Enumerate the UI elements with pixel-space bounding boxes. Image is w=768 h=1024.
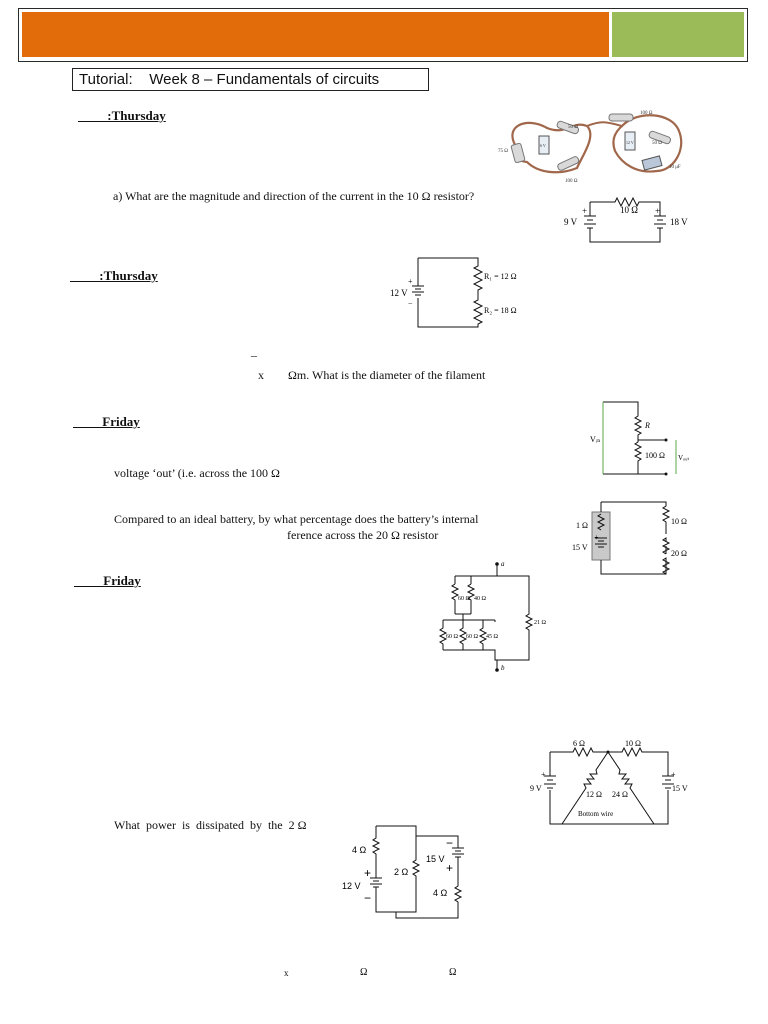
circuit-5-terminal-b: b	[501, 664, 505, 672]
circuit-5-r60-label: 60 Ω	[458, 596, 470, 602]
circuit-5-r60b-label: 60 Ω	[446, 634, 458, 640]
question-voltage-out: voltage ‘out’ (i.e. across the 100 Ω	[114, 466, 280, 480]
circuit-4-voltage-label: 15 V	[572, 543, 588, 552]
circuit-7-v12-label: 12 V	[342, 881, 361, 891]
circuit-4-r10-label: 10 Ω	[671, 517, 687, 526]
photo-label-12v: 12 V	[626, 140, 634, 145]
circuit-4-internal-r-label: 1 Ω	[576, 521, 588, 530]
circuit-3-vin-label: Vᵢₙ	[590, 435, 601, 444]
circuit-3-r100-label: 100 Ω	[645, 451, 665, 460]
circuit-5-figure	[437, 558, 557, 674]
circuit-photo-figure	[497, 106, 689, 186]
circuit-7-plus-right: +	[446, 861, 454, 875]
footer-ohm-1: Ω	[360, 967, 368, 978]
circuit-7-r2-label: 2 Ω	[394, 867, 409, 877]
question-power-2-ohm: What power is dissipated by the 2 Ω	[114, 818, 307, 832]
header-orange-bar	[22, 12, 609, 57]
section-heading-friday-2: Friday	[74, 573, 141, 588]
circuit-6-r10-label: 10 Ω	[625, 739, 641, 748]
circuit-6-v15-label: 15 V	[672, 784, 688, 793]
circuit-7-minus-right: −	[446, 836, 454, 850]
circuit-6-r6-label: 6 Ω	[573, 739, 585, 748]
circuit-6-plus-left: +	[541, 770, 546, 779]
circuit-6-plus-right: +	[671, 770, 676, 779]
circuit-2-voltage-label: 12 V	[390, 288, 408, 298]
photo-label-50b: 50 Ω	[652, 141, 662, 146]
circuit-5-r40-label: 40 Ω	[474, 596, 486, 602]
circuit-5-r60c-label: 60 Ω	[466, 634, 478, 640]
circuit-5-terminal-a: a	[501, 560, 505, 568]
circuit-2-figure	[388, 254, 538, 332]
circuit-3-vout-label: Vₒᵤₜ	[678, 454, 690, 462]
footer-ohm-2: Ω	[449, 967, 457, 978]
circuit-6-v9-label: 9 V	[530, 784, 542, 793]
circuit-1-v-right-label: 18 V	[670, 217, 688, 227]
circuit-7-plus-left: +	[364, 866, 372, 880]
question-filament-diameter: x Ωm. What is the diameter of the filament	[258, 368, 486, 382]
photo-label-100a: 100 Ω	[640, 111, 653, 116]
header-green-bar	[612, 12, 744, 57]
circuit-7-r4a-label: 4 Ω	[352, 845, 367, 855]
circuit-1-plus-right: +	[655, 206, 661, 216]
circuit-6-r12-label: 12 Ω	[586, 790, 602, 799]
question-current-10-ohm: a) What are the magnitude and direction of the current in the 10 Ω resistor?	[113, 189, 475, 203]
section-heading-friday-1: Friday	[73, 414, 140, 429]
circuit-2-r1-label: R₁ = 12 Ω	[484, 272, 517, 281]
circuit-6-figure	[528, 734, 698, 830]
photo-label-100b: 100 Ω	[565, 179, 578, 184]
circuit-5-r45-label: 45 Ω	[486, 634, 498, 640]
circuit-7-minus-left: −	[364, 891, 372, 905]
question-potential-difference: ference across the 20 Ω resistor	[287, 528, 439, 542]
circuit-6-bottom-wire-label: Bottom wire	[578, 810, 614, 818]
question-dash: –	[251, 348, 257, 362]
photo-label-cap: 10 μF	[669, 165, 681, 170]
circuit-1-plus-left: +	[582, 206, 588, 216]
circuit-4-figure	[568, 498, 698, 578]
photo-label-50a: 50 Ω	[568, 125, 578, 130]
circuit-1-resistor-label: 10 Ω	[620, 205, 638, 215]
circuit-1-figure	[560, 190, 700, 255]
circuit-7-r4b-label: 4 Ω	[433, 888, 448, 898]
circuit-4-plus: +	[594, 533, 599, 542]
photo-label-6v: 6 V	[540, 143, 546, 148]
circuit-3-r-label: R	[645, 421, 650, 430]
circuit-7-figure	[340, 822, 480, 922]
circuit-4-r20-label: 20 Ω	[671, 549, 687, 558]
document-title: Tutorial: Week 8 – Fundamentals of circuits	[72, 68, 429, 91]
circuit-2-plus: +	[408, 277, 413, 286]
circuit-2-minus: −	[408, 299, 413, 308]
circuit-6-r24-label: 24 Ω	[612, 790, 628, 799]
circuit-2-r2-label: R₂ = 18 Ω	[484, 306, 517, 315]
photo-label-75: 75 Ω	[498, 149, 508, 154]
circuit-7-v15-label: 15 V	[426, 854, 445, 864]
circuit-5-r21-label: 21 Ω	[534, 620, 546, 626]
question-internal-resistance: Compared to an ideal battery, by what percentage does the battery’s internal	[114, 512, 479, 526]
section-heading-thursday-1: :Thursday	[78, 108, 166, 123]
circuit-3-figure	[588, 398, 698, 480]
circuit-1-v-left-label: 9 V	[564, 217, 578, 227]
section-heading-thursday-2: :Thursday	[70, 268, 158, 283]
footer-x: x	[284, 968, 289, 978]
